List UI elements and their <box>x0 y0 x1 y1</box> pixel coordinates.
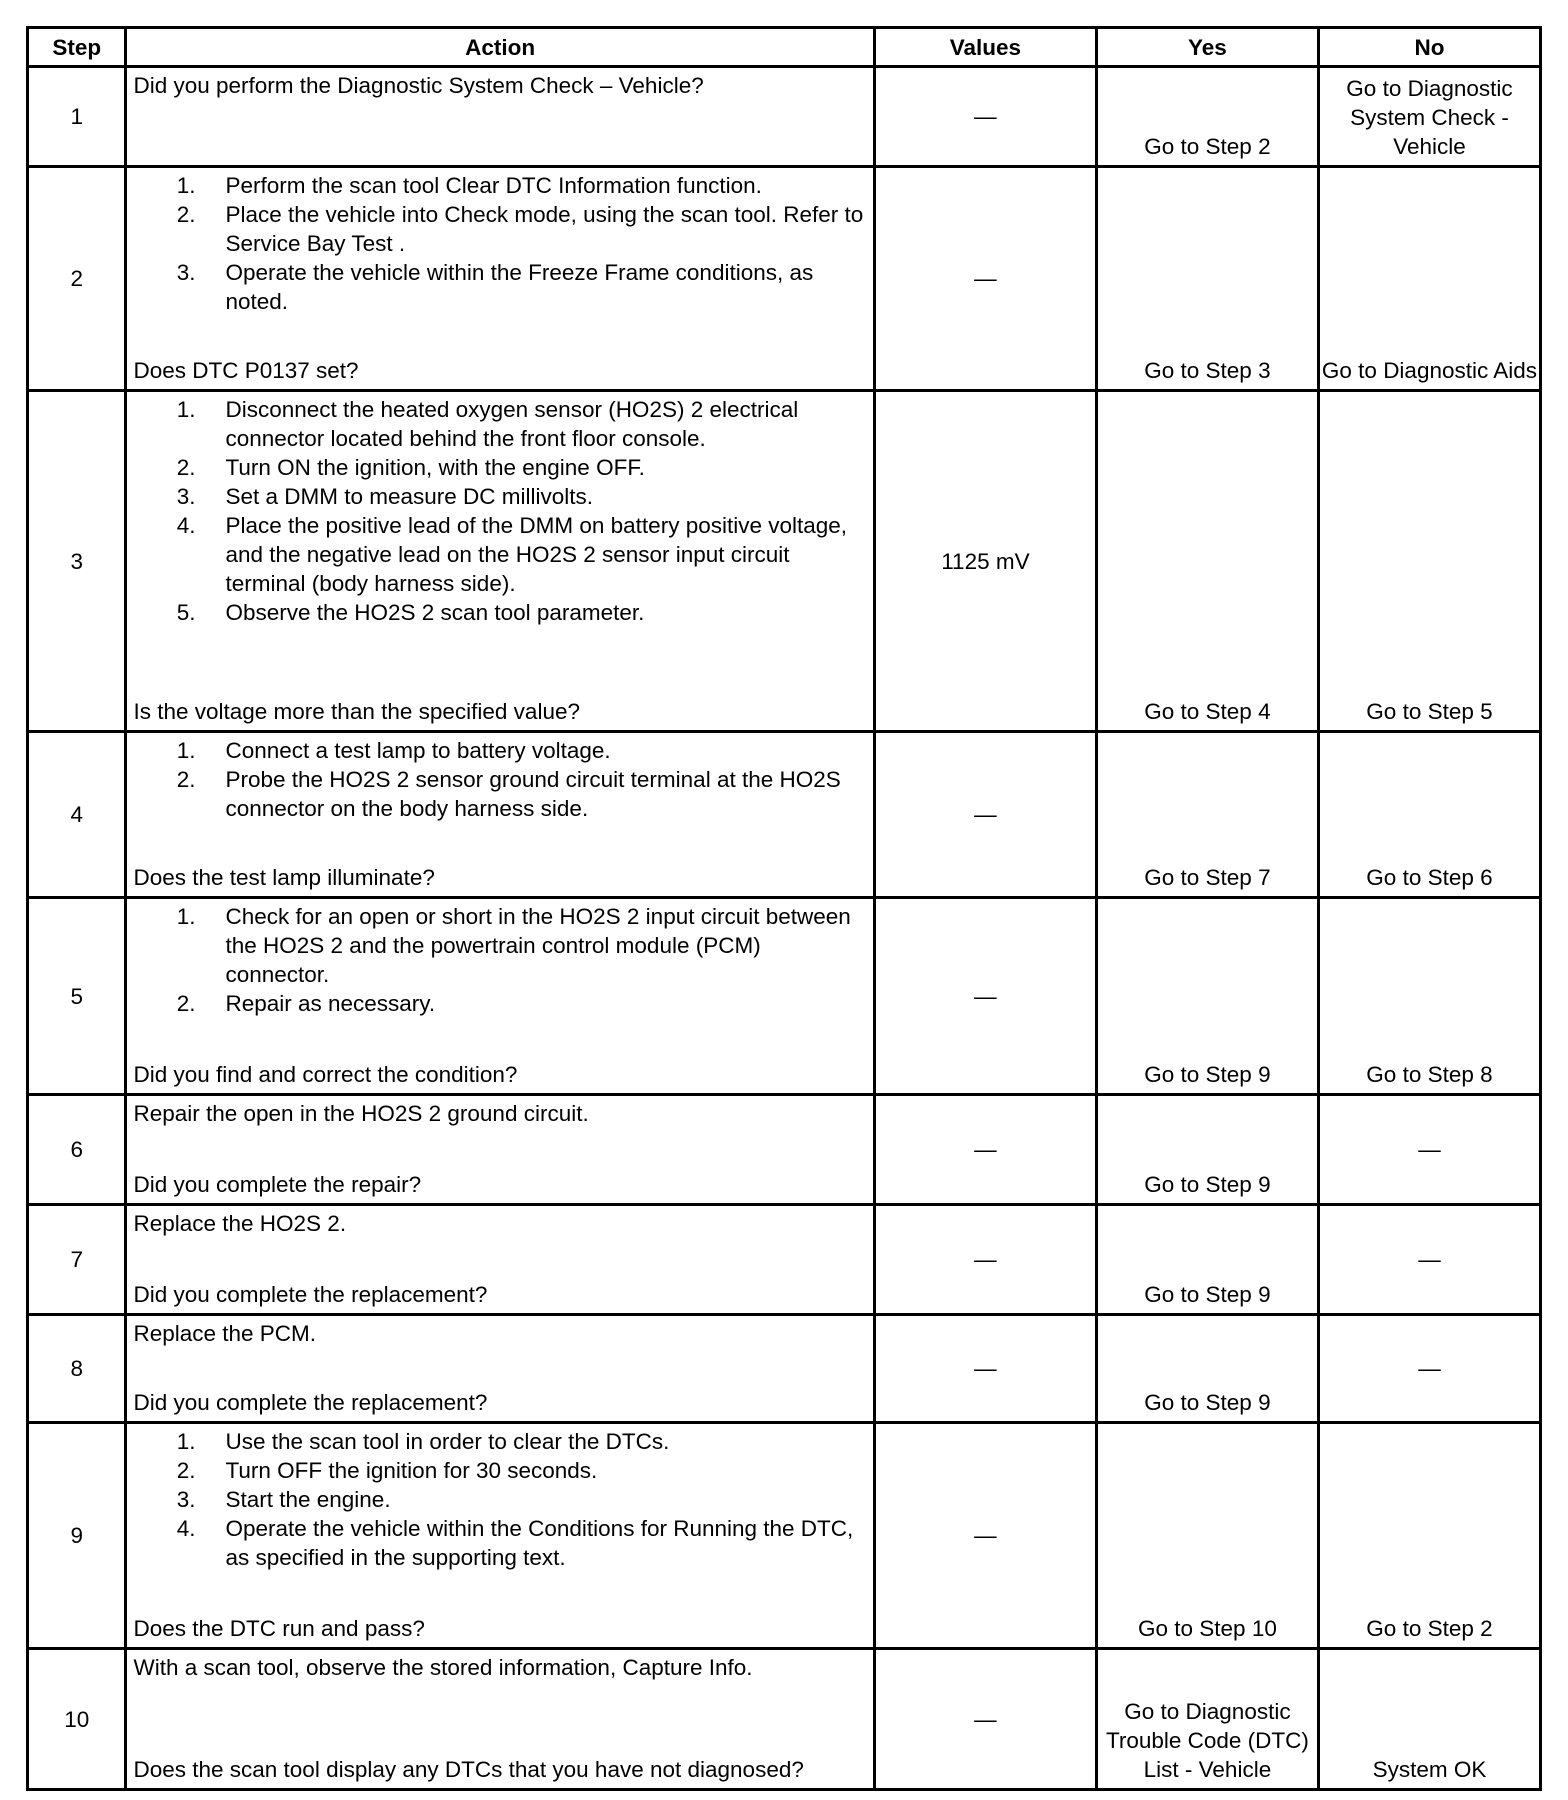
action-question: Does the scan tool display any DTCs that you have not diagnosed? <box>133 1757 804 1782</box>
list-item <box>133 395 864 453</box>
list-item <box>133 1485 864 1514</box>
step-number: 9 <box>28 1423 126 1649</box>
table-row <box>28 391 1541 732</box>
header-step: Step <box>28 28 126 67</box>
action-cell <box>126 1205 874 1315</box>
value-cell: 1125 mV <box>874 391 1096 732</box>
step-number: 3 <box>28 391 126 732</box>
action-instruction: Replace the HO2S 2. <box>133 1211 347 1236</box>
header-values: Values <box>874 28 1096 67</box>
step-number: 10 <box>28 1649 126 1790</box>
list-item-text: Operate the vehicle within the Freeze Frame conditions, as noted. <box>225 260 814 314</box>
step-number: 5 <box>28 898 126 1095</box>
list-item-number: 4. <box>176 1516 196 1541</box>
yes-cell: Go to Step 4 <box>1096 391 1318 732</box>
table-row <box>28 1649 1541 1790</box>
header-row <box>28 28 1541 67</box>
list-item-number: 2. <box>176 991 196 1016</box>
action-steps-list <box>133 902 864 1018</box>
action-steps-list <box>133 395 864 627</box>
value-cell: — <box>874 1205 1096 1315</box>
list-item-text: Check for an open or short in the HO2S 2 input circuit between the HO2S 2 and the powertrain control module (PCM) connector. <box>225 904 851 987</box>
step-number: 4 <box>28 732 126 898</box>
list-item <box>133 453 864 482</box>
list-item <box>133 258 864 316</box>
list-item-text: Turn ON the ignition, with the engine OFF. <box>225 455 645 480</box>
table-row <box>28 67 1541 167</box>
step-number: 2 <box>28 167 126 391</box>
action-question: Is the voltage more than the specified value? <box>133 699 580 724</box>
list-item <box>133 736 864 765</box>
step-number: 6 <box>28 1095 126 1205</box>
action-instruction: Repair the open in the HO2S 2 ground circuit. <box>133 1101 589 1126</box>
step-number: 8 <box>28 1315 126 1423</box>
no-cell: — <box>1318 1205 1540 1315</box>
yes-cell: Go to Step 7 <box>1096 732 1318 898</box>
action-question: Does the test lamp illuminate? <box>133 865 435 890</box>
list-item-number: 2. <box>176 202 196 227</box>
list-item-number: 1. <box>176 397 196 422</box>
action-question: Does DTC P0137 set? <box>133 358 359 383</box>
no-cell: Go to Step 8 <box>1318 898 1540 1095</box>
action-question: Does the DTC run and pass? <box>133 1616 425 1641</box>
action-cell <box>126 1315 874 1423</box>
list-item-number: 1. <box>176 1429 196 1454</box>
no-cell: Go to Step 6 <box>1318 732 1540 898</box>
list-item <box>133 511 864 598</box>
action-question: Did you complete the repair? <box>133 1172 422 1197</box>
list-item-number: 1. <box>176 173 196 198</box>
list-item-text: Set a DMM to measure DC millivolts. <box>225 484 594 509</box>
action-cell <box>126 1423 874 1649</box>
table-row <box>28 732 1541 898</box>
no-cell: — <box>1318 1095 1540 1205</box>
action-cell <box>126 1649 874 1790</box>
action-instruction: Replace the PCM. <box>133 1321 317 1346</box>
no-cell: — <box>1318 1315 1540 1423</box>
action-cell <box>126 167 874 391</box>
list-item-number: 3. <box>176 484 196 509</box>
list-item <box>133 200 864 258</box>
list-item-text: Repair as necessary. <box>225 991 436 1016</box>
no-cell: System OK <box>1318 1649 1540 1790</box>
table-body <box>28 67 1541 1790</box>
header-no: No <box>1318 28 1540 67</box>
action-cell <box>126 67 874 167</box>
yes-cell: Go to Step 10 <box>1096 1423 1318 1649</box>
no-cell: Go to Diagnostic Aids <box>1318 167 1540 391</box>
value-cell: — <box>874 898 1096 1095</box>
list-item-text: Start the engine. <box>225 1487 391 1512</box>
step-number: 1 <box>28 67 126 167</box>
list-item-text: Turn OFF the ignition for 30 seconds. <box>225 1458 598 1483</box>
list-item <box>133 482 864 511</box>
list-item-text: Place the vehicle into Check mode, using the scan tool. Refer to Service Bay Test . <box>225 202 864 256</box>
list-item-text: Observe the HO2S 2 scan tool parameter. <box>225 600 645 625</box>
value-cell: — <box>874 732 1096 898</box>
list-item-number: 1. <box>176 738 196 763</box>
list-item <box>133 598 864 627</box>
action-cell <box>126 898 874 1095</box>
table-row <box>28 898 1541 1095</box>
list-item-number: 3. <box>176 1487 196 1512</box>
list-item-number: 1. <box>176 904 196 929</box>
value-cell: — <box>874 167 1096 391</box>
table-row <box>28 1423 1541 1649</box>
list-item-text: Place the positive lead of the DMM on battery positive voltage, and the negative lead on the HO2S 2 sensor input circuit terminal (body harness side). <box>225 513 848 596</box>
action-cell <box>126 391 874 732</box>
list-item <box>133 1514 864 1572</box>
action-instruction: Did you perform the Diagnostic System Check – Vehicle? <box>133 73 704 98</box>
no-cell: Go to Diagnostic System Check - Vehicle <box>1318 67 1540 167</box>
table-row <box>28 1095 1541 1205</box>
value-cell: — <box>874 1095 1096 1205</box>
list-item <box>133 765 864 823</box>
list-item <box>133 171 864 200</box>
list-item-text: Probe the HO2S 2 sensor ground circuit terminal at the HO2S connector on the body harness side. <box>225 767 841 821</box>
yes-cell: Go to Step 9 <box>1096 1315 1318 1423</box>
no-cell: Go to Step 5 <box>1318 391 1540 732</box>
table-row <box>28 1205 1541 1315</box>
yes-cell: Go to Step 9 <box>1096 898 1318 1095</box>
yes-cell: Go to Step 9 <box>1096 1205 1318 1315</box>
list-item-number: 2. <box>176 1458 196 1483</box>
table-row <box>28 1315 1541 1423</box>
list-item-number: 5. <box>176 600 196 625</box>
action-steps-list <box>133 1427 864 1572</box>
action-cell <box>126 732 874 898</box>
list-item <box>133 1427 864 1456</box>
action-question: Did you find and correct the condition? <box>133 1062 518 1087</box>
list-item-text: Operate the vehicle within the Conditions for Running the DTC, as specified in the supporting text. <box>225 1516 854 1570</box>
yes-cell: Go to Step 2 <box>1096 67 1318 167</box>
action-question: Did you complete the replacement? <box>133 1390 488 1415</box>
list-item-number: 4. <box>176 513 196 538</box>
yes-cell: Go to Step 9 <box>1096 1095 1318 1205</box>
action-steps-list <box>133 171 864 316</box>
diagnostic-table <box>26 26 1542 1791</box>
yes-cell: Go to Step 3 <box>1096 167 1318 391</box>
list-item-text: Perform the scan tool Clear DTC Information function. <box>225 173 762 198</box>
list-item-number: 2. <box>176 455 196 480</box>
header-action: Action <box>126 28 874 67</box>
step-number: 7 <box>28 1205 126 1315</box>
list-item <box>133 1456 864 1485</box>
action-question: Did you complete the replacement? <box>133 1282 488 1307</box>
list-item-number: 3. <box>176 260 196 285</box>
list-item <box>133 989 864 1018</box>
action-steps-list <box>133 736 864 823</box>
action-cell <box>126 1095 874 1205</box>
no-cell: Go to Step 2 <box>1318 1423 1540 1649</box>
list-item-text: Use the scan tool in order to clear the DTCs. <box>225 1429 670 1454</box>
list-item-text: Disconnect the heated oxygen sensor (HO2S) 2 electrical connector located behind the front floor console. <box>225 397 799 451</box>
value-cell: — <box>874 1649 1096 1790</box>
list-item-number: 2. <box>176 767 196 792</box>
list-item-text: Connect a test lamp to battery voltage. <box>225 738 611 763</box>
table-row <box>28 167 1541 391</box>
list-item <box>133 902 864 989</box>
value-cell: — <box>874 67 1096 167</box>
value-cell: — <box>874 1315 1096 1423</box>
header-yes: Yes <box>1096 28 1318 67</box>
action-instruction: With a scan tool, observe the stored information, Capture Info. <box>133 1655 753 1680</box>
yes-cell: Go to Diagnostic Trouble Code (DTC) List - Vehicle <box>1096 1649 1318 1790</box>
value-cell: — <box>874 1423 1096 1649</box>
